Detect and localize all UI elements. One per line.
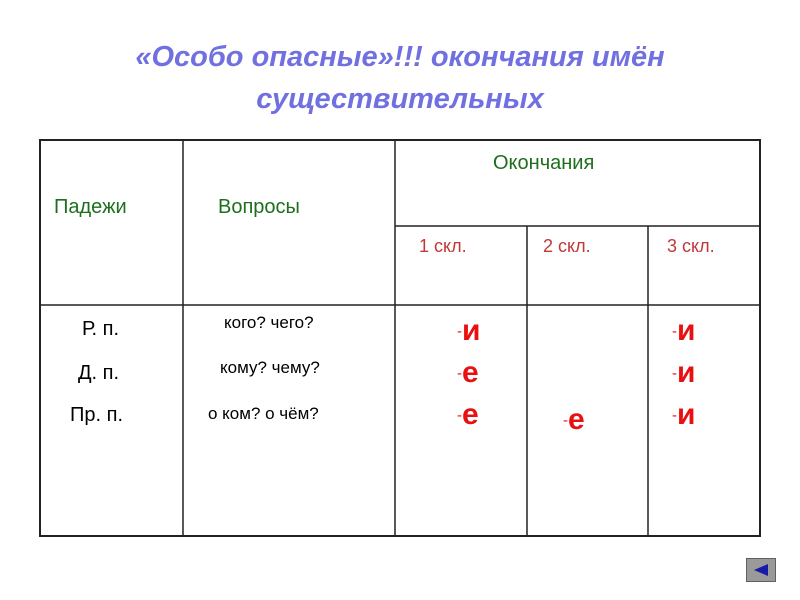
slide-title-line-1: «Особо опасные»!!! окончания имён (135, 41, 665, 73)
triangle-left-icon (752, 563, 770, 577)
ending-decl3-dative: -и (672, 356, 696, 389)
ending-decl1-prepositional: -е (457, 398, 479, 431)
question-genitive: кого? чего? (224, 313, 314, 332)
ending-decl1-dative: -е (457, 356, 479, 389)
header-declension-3: 3 скл. (667, 236, 715, 256)
previous-slide-button[interactable] (746, 558, 776, 582)
slide-title-line-2: существительных (256, 83, 544, 115)
question-prepositional: о ком? о чём? (208, 404, 319, 423)
ending-decl2-prepositional: -е (563, 403, 585, 436)
case-prepositional: Пр. п. (70, 404, 123, 426)
ending-decl1-genitive: -и (457, 314, 481, 347)
header-cases: Падежи (54, 196, 127, 218)
case-genitive: Р. п. (82, 318, 120, 340)
header-questions: Вопросы (218, 196, 300, 218)
ending-decl3-prepositional: -и (672, 398, 696, 431)
header-declension-2: 2 скл. (543, 236, 591, 256)
ending-decl3-genitive: -и (672, 314, 696, 347)
header-endings: Окончания (493, 152, 595, 174)
case-dative: Д. п. (78, 362, 120, 384)
header-declension-1: 1 скл. (419, 236, 467, 256)
question-dative: кому? чему? (220, 358, 320, 377)
